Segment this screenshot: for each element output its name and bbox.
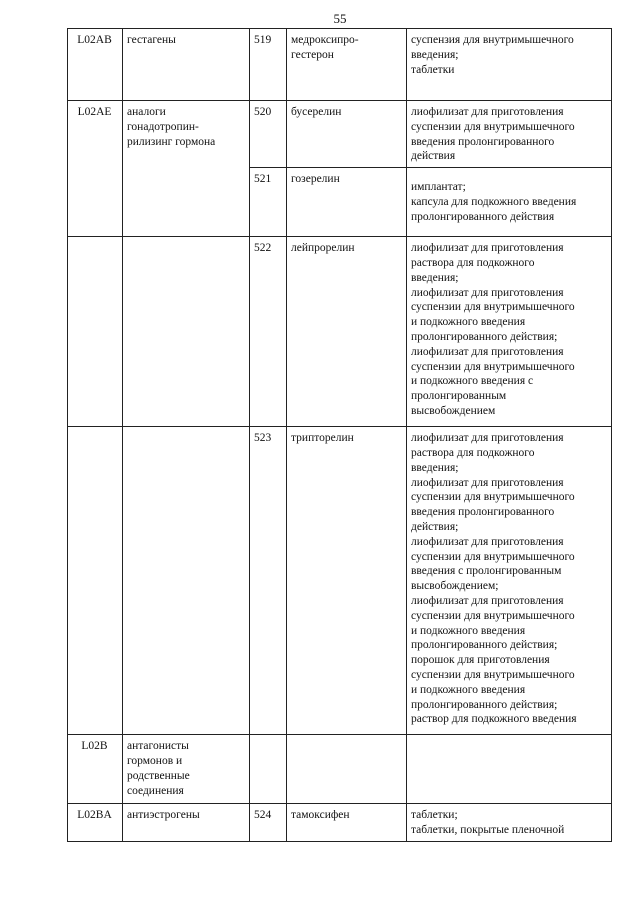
form-line: лиофилизат для приготовления xyxy=(411,242,564,255)
form-line: пролонгированного действия; xyxy=(411,698,558,711)
form-line: и подкожного введения xyxy=(411,683,526,696)
form-line: лиофилизат для приготовления xyxy=(411,476,564,489)
inn-cell xyxy=(287,735,407,804)
table-row xyxy=(68,237,612,427)
form-line: высвобождением xyxy=(411,404,496,417)
atc-code-cell: L02AB xyxy=(68,29,123,101)
group-cell xyxy=(123,29,250,101)
table-row xyxy=(68,804,612,842)
form-line: введения с пролонгированным xyxy=(411,565,562,578)
atc-code-cell xyxy=(68,427,123,735)
form-line: суспензии для внутримышечного xyxy=(411,609,575,622)
form-line: суспензии для внутримышечного xyxy=(411,491,575,504)
inn-cell: трипторелин xyxy=(287,427,407,735)
form-line: лиофилизат для приготовления xyxy=(411,432,564,445)
table-row xyxy=(68,101,612,168)
forms-cell xyxy=(407,735,612,804)
number-cell: 519 xyxy=(250,29,287,101)
form-line: таблетки xyxy=(411,63,455,76)
form-line: лиофилизат для приготовления xyxy=(411,535,564,548)
number-cell: 521 xyxy=(250,168,287,237)
form-line: суспензии для внутримышечного xyxy=(411,550,575,563)
group-cell xyxy=(123,427,250,735)
form-line: введения; xyxy=(411,48,459,61)
number-cell: 524 xyxy=(250,804,287,842)
group-text: гестагены xyxy=(127,34,176,46)
group-cell: антиэстрогены xyxy=(123,804,250,842)
group-cell xyxy=(123,237,250,427)
form-line: действия xyxy=(411,150,456,163)
form-line: суспензии для внутримышечного xyxy=(411,301,575,314)
form-line: действия; xyxy=(411,520,459,533)
form-line: лиофилизат для приготовления xyxy=(411,106,564,118)
form-line: раствора для подкожного xyxy=(411,256,535,269)
form-line: введения; xyxy=(411,271,459,284)
form-line: и подкожного введения xyxy=(411,624,526,637)
inn-cell: гозерелин xyxy=(287,168,407,237)
form-line: порошок для приготовления xyxy=(411,654,550,667)
form-line: суспензия для внутримышечного xyxy=(411,34,574,46)
form-line: имплантат; xyxy=(411,181,466,194)
forms-cell xyxy=(407,804,612,842)
atc-code-cell xyxy=(68,237,123,427)
form-line: лиофилизат для приготовления xyxy=(411,345,564,358)
table-row xyxy=(68,427,612,735)
forms-cell xyxy=(407,29,612,101)
group-text: антагонисты гормонов и родственные соединения xyxy=(127,740,190,797)
form-line: капсула для подкожного введения xyxy=(411,195,577,208)
form-line: введения пролонгированного xyxy=(411,506,555,519)
page-number: 55 xyxy=(333,11,347,26)
form-line: раствор для подкожного введения xyxy=(411,713,577,726)
number-cell: 523 xyxy=(250,427,287,735)
form-line: суспензии для внутримышечного xyxy=(411,668,575,681)
number-cell: 520 xyxy=(250,101,287,168)
form-line: суспензии для внутримышечного xyxy=(411,120,575,133)
table-row xyxy=(68,735,612,804)
form-line: введения; xyxy=(411,461,459,474)
form-line: введения пролонгированного xyxy=(411,135,555,148)
atc-code-cell: L02B xyxy=(68,735,123,804)
forms-cell xyxy=(407,168,612,237)
inn-text: медроксипро- гестерон xyxy=(291,34,359,61)
form-line: и подкожного введения с xyxy=(411,375,534,388)
form-line: пролонгированного действия xyxy=(411,210,555,223)
form-line: и подкожного введения xyxy=(411,316,526,329)
form-line: лиофилизат для приготовления xyxy=(411,286,564,299)
number-cell: 522 xyxy=(250,237,287,427)
number-cell xyxy=(250,735,287,804)
table-row xyxy=(68,29,612,101)
form-line: пролонгированного действия; xyxy=(411,639,558,652)
drug-table xyxy=(67,28,612,842)
form-line: таблетки, покрытые пленочной xyxy=(411,823,565,836)
atc-code-cell: L02BA xyxy=(68,804,123,842)
form-line: лиофилизат для приготовления xyxy=(411,594,564,607)
form-line: пролонгированным xyxy=(411,390,507,403)
forms-cell xyxy=(407,101,612,168)
form-line: суспензии для внутримышечного xyxy=(411,360,575,373)
form-line: таблетки; xyxy=(411,809,458,822)
group-cell xyxy=(123,735,250,804)
inn-cell: бусерелин xyxy=(287,101,407,168)
form-line: раствора для подкожного xyxy=(411,446,535,459)
atc-code-cell: L02AE xyxy=(68,101,123,237)
inn-cell: лейпрорелин xyxy=(287,237,407,427)
group-text: аналоги гонадотропин- рилизинг гормона xyxy=(127,106,216,148)
inn-cell xyxy=(287,29,407,101)
form-line: высвобождением; xyxy=(411,580,499,593)
forms-cell xyxy=(407,237,612,427)
group-cell xyxy=(123,101,250,237)
form-line: пролонгированного действия; xyxy=(411,330,558,343)
inn-cell: тамоксифен xyxy=(287,804,407,842)
forms-cell xyxy=(407,427,612,735)
